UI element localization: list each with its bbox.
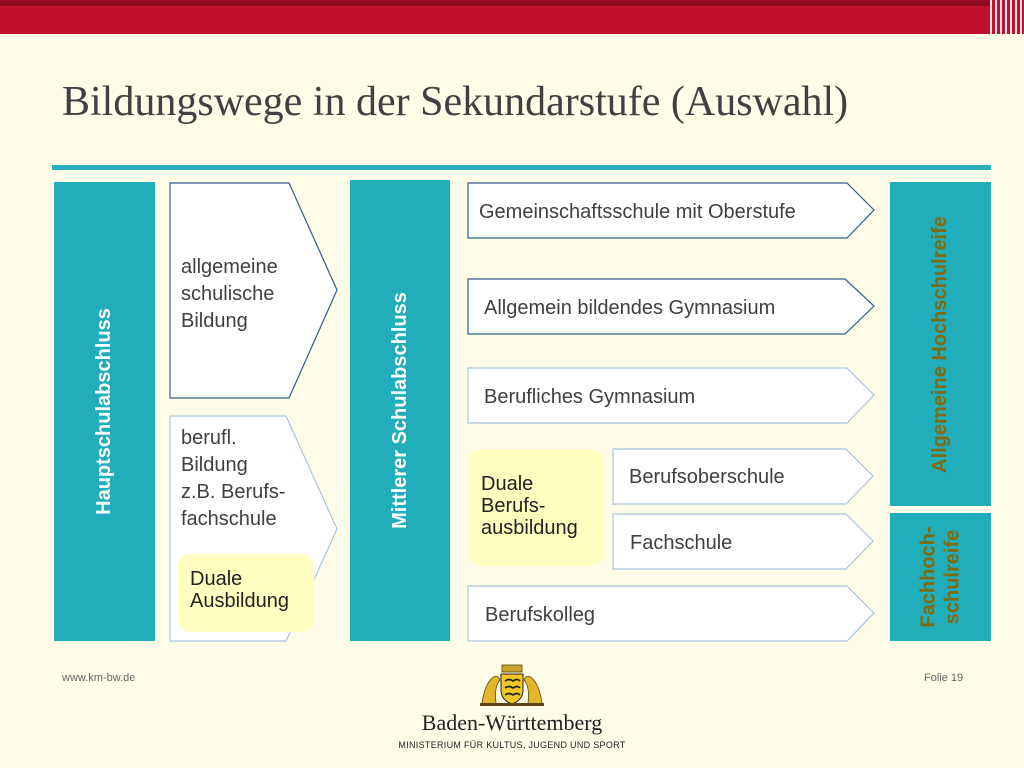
fachschule-label: Fachschule xyxy=(630,532,733,554)
top-banner-shade xyxy=(0,0,1024,6)
hochschulreife-column xyxy=(890,182,991,506)
hauptschulabschluss-column xyxy=(54,182,155,641)
coat-of-arms-icon xyxy=(478,664,546,706)
title-rule xyxy=(52,165,991,170)
fachhochschulreife-label: Fachhoch- schulreife xyxy=(917,526,964,628)
gemeinschaftsschule-label: Gemeinschaftsschule mit Oberstufe xyxy=(479,201,796,223)
duale-ausbildung-label: Duale Ausbildung xyxy=(190,568,289,612)
duale-berufsausbildung-box xyxy=(469,449,603,566)
fachhochschulreife-column xyxy=(890,513,991,641)
duale-berufsausbildung-label: Duale Berufs- ausbildung xyxy=(481,473,578,539)
berufsoberschule-label: Berufsoberschule xyxy=(629,466,785,488)
gymnasium-label: Allgemein bildendes Gymnasium xyxy=(484,297,776,319)
allgemeine-bildung-label: allgemeine schulische Bildung xyxy=(181,256,278,332)
duale-ausbildung-box xyxy=(178,554,314,632)
berufliche-bildung-label: berufl. Bildung z.B. Berufs- fachschule xyxy=(181,427,286,530)
slide-number: Folie 19 xyxy=(924,672,964,684)
top-banner-stripes xyxy=(990,0,1024,34)
berufskolleg-label: Berufskolleg xyxy=(485,604,596,626)
hauptschulabschluss-label: Hauptschulabschluss xyxy=(93,308,115,515)
hochschulreife-label: Allgemeine Hochschulreife xyxy=(929,215,951,473)
mittlerer-schulabschluss-label: Mittlerer Schulabschluss xyxy=(388,292,411,529)
ministry-name: MINISTERIUM FÜR KULTUS, JUGEND UND SPORT xyxy=(398,740,626,750)
slide-title: Bildungswege in der Sekundarstufe (Auswahl) xyxy=(62,79,849,125)
mittlerer-schulabschluss-column xyxy=(350,180,450,641)
berufliches-gymnasium-label: Berufliches Gymnasium xyxy=(484,386,696,408)
state-name: Baden-Württemberg xyxy=(421,710,603,735)
website-link[interactable]: www.km-bw.de xyxy=(62,672,136,684)
